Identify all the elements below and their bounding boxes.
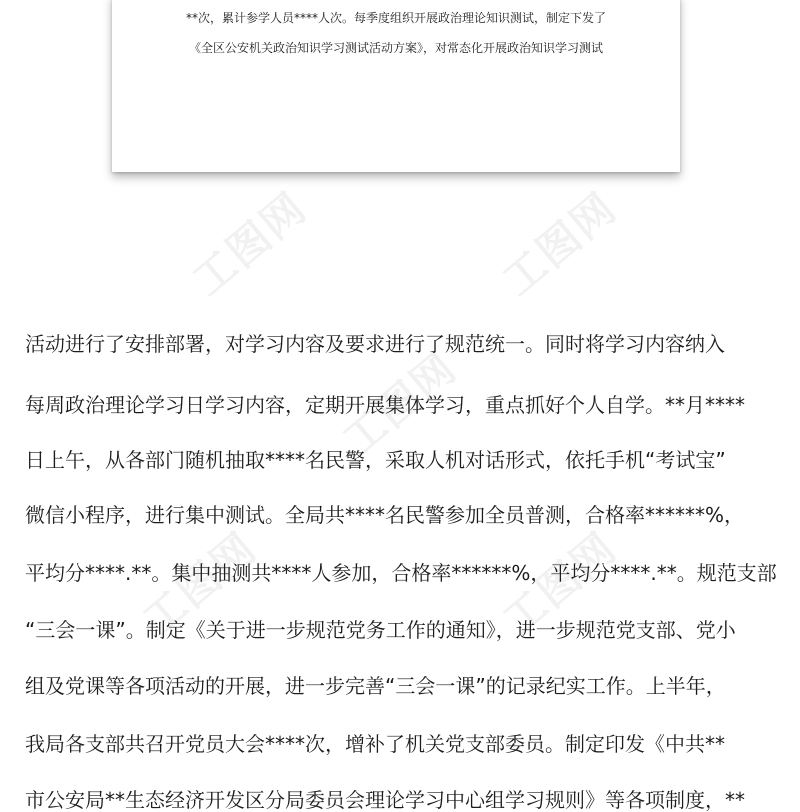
body-text-line: 组及党课等各项活动的开展，进一步完善“三会一课”的记录纪实工作。上半年， — [25, 674, 726, 698]
body-text-line: 每周政治理论学习日学习内容，定期开展集体学习，重点抓好个人自学。**月**** — [25, 393, 745, 417]
body-text-line: 活动进行了安排部署，对学习内容及要求进行了规范统一。同时将学习内容纳入 — [25, 332, 725, 356]
body-text-line: 市公安局**生态经济开发区分局委员会理论学习中心组学习规则》等各项制度，** — [25, 788, 745, 812]
body-text-line: 日上午，从各部门随机抽取****名民警，采取人机对话形式，依托手机“考试宝” — [25, 448, 726, 472]
card-text-line: **次，累计参学人员****人次。每季度组织开展政治理论知识测试，制定下发了 — [185, 11, 606, 25]
watermark: 工图网 — [133, 522, 266, 646]
body-text-line: 微信小程序，进行集中测试。全局共****名民警参加全员普测，合格率******%， — [25, 503, 745, 527]
watermark: 工图网 — [333, 342, 466, 466]
document-preview-card — [112, 0, 680, 172]
watermark: 工图网 — [183, 182, 316, 306]
body-text-line: 我局各支部共召开党员大会****次，增补了机关党支部委员。制定印发《中共** — [25, 732, 725, 756]
body-text-line: 平均分****.**。集中抽测共****人参加，合格率******%，平均分****.**。规范支部 — [25, 561, 777, 585]
card-text-line: 《全区公安机关政治知识学习测试活动方案》，对常态化开展政治知识学习测试 — [188, 41, 603, 55]
watermark: 工图网 — [493, 182, 626, 306]
body-text-line: “三会一课”。制定《关于进一步规范党务工作的通知》，进一步规范党支部、党小 — [25, 618, 736, 642]
watermark: 工图网 — [493, 522, 626, 646]
